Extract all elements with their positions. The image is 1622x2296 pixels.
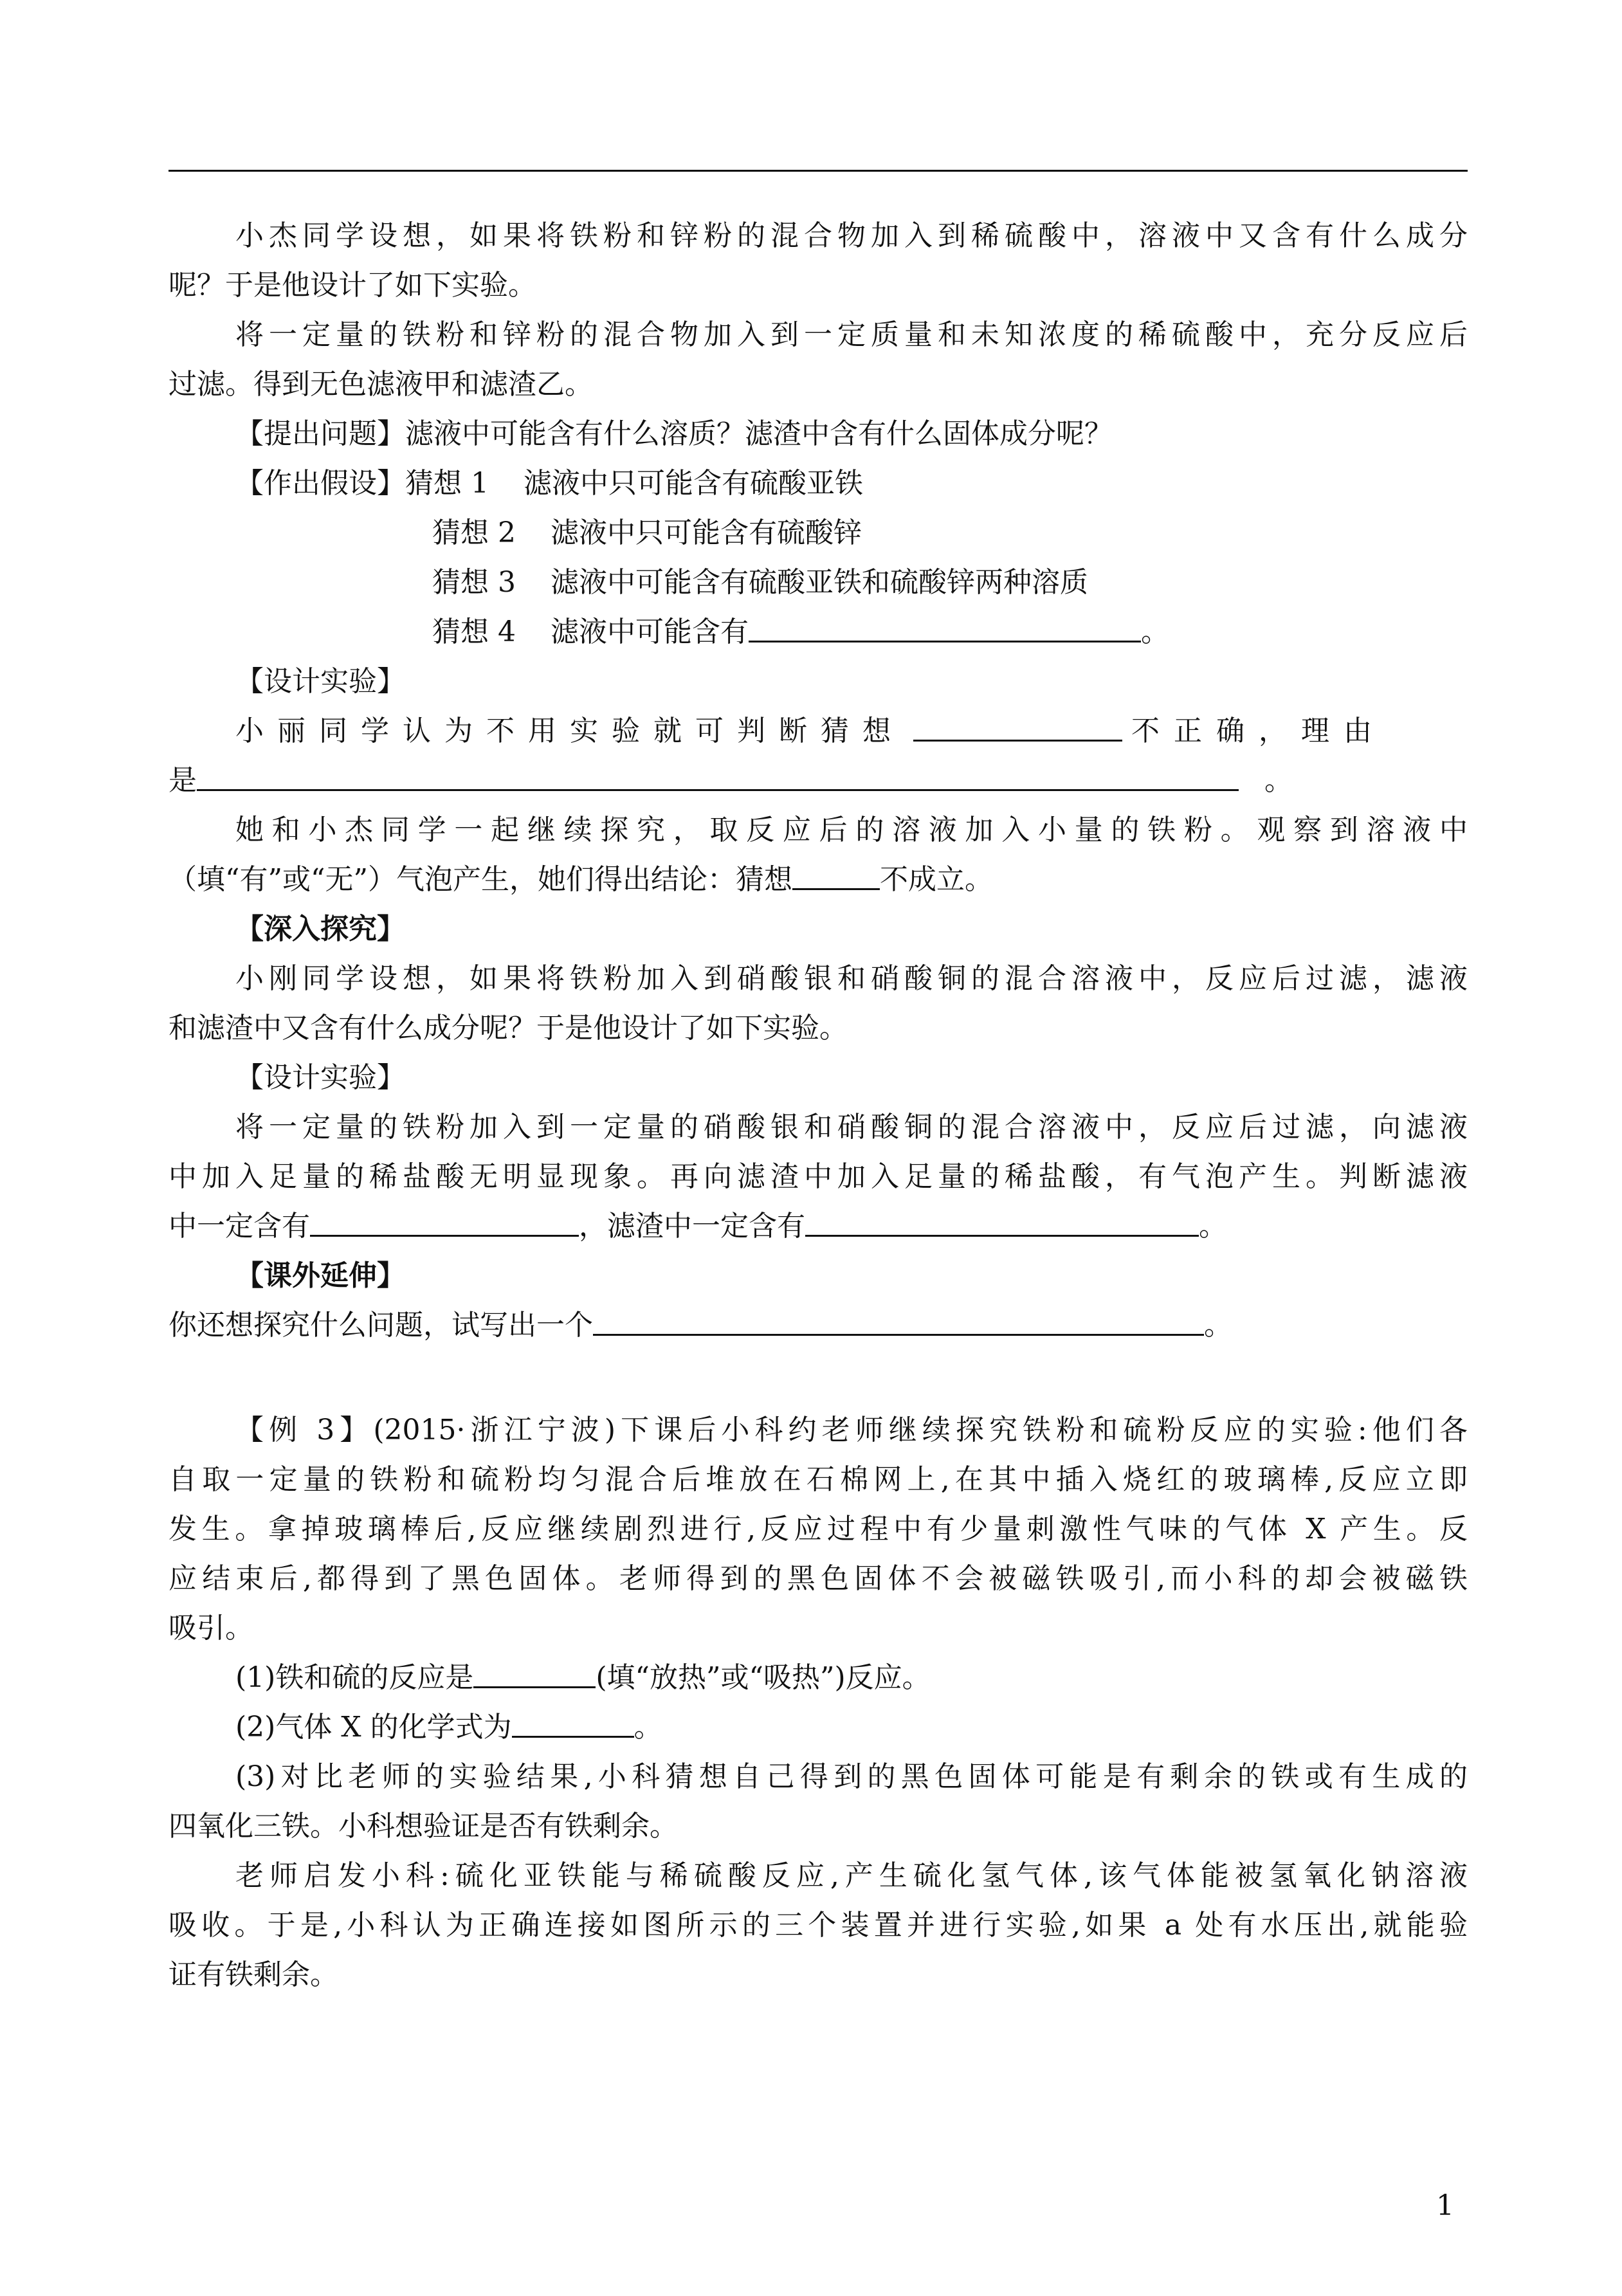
s1-intro-line1: 小杰同学设想，如果将铁粉和锌粉的混合物加入到稀硫酸中，溶液中又含有什么成分: [235, 219, 1468, 252]
period: 。: [1204, 1309, 1232, 1342]
period: 。: [1264, 764, 1293, 797]
ex3-line1: 【例 3】(2015·浙江宁波)下课后小科约老师继续探究铁粉和硫粉反应的实验:他们各: [235, 1414, 1468, 1446]
s1-continue-text: （填“有”或“无”）气泡产生，她们得出结论：猜想: [169, 863, 792, 896]
s2-design-heading: 【设计实验】: [235, 1061, 405, 1094]
s2-residue-text: ，滤渣中一定含有: [579, 1210, 805, 1243]
hypothesis-heading: 【作出假设】: [235, 467, 405, 500]
hypothesis4-answer-blank[interactable]: [749, 607, 1141, 642]
s1-procedure-line1: 将一定量的铁粉和锌粉的混合物加入到一定质量和未知浓度的稀硫酸中，充分反应后: [235, 318, 1468, 351]
ex3-q3-line2: 四氧化三铁。小科想验证是否有铁剩余。: [169, 1810, 678, 1843]
extension-heading: 【课外延伸】: [235, 1259, 405, 1292]
reason-label: 是: [169, 764, 197, 797]
ex3-q2-text-end: 。: [633, 1711, 662, 1744]
ex3-line4: 应结束后,都得到了黑色固体。老师得到的黑色固体不会被磁铁吸引,而小科的却会被磁铁: [169, 1562, 1468, 1595]
s2-design-line2: 中加入足量的稀盐酸无明显现象。再向滤渣中加入足量的稀盐酸，有气泡产生。判断滤液: [169, 1160, 1468, 1193]
s1-design-heading: 【设计实验】: [235, 665, 405, 698]
filtrate-blank[interactable]: [310, 1201, 579, 1237]
hypothesis-text: 滤液中只可能含有硫酸锌: [550, 516, 862, 549]
hypothesis-label: 猜想 3: [432, 566, 516, 599]
hypothesis-row-4: [169, 607, 1468, 657]
hypothesis-label: 猜想 4: [432, 615, 516, 648]
hypothesis-label: 猜想 2: [432, 516, 516, 549]
s1-continue-line2: [169, 855, 1468, 904]
ex3-line2: 自取一定量的铁粉和硫粉均匀混合后堆放在石棉网上,在其中插入烧红的玻璃棒,反应立即: [169, 1463, 1468, 1496]
ex3-line5: 吸引。: [169, 1612, 253, 1645]
ex3-hint-line3: 证有铁剩余。: [169, 1958, 338, 1991]
xiaoli-text-end: 不正确，理由: [1131, 715, 1386, 747]
extension-line: [169, 1300, 1468, 1350]
reason-line: [169, 756, 1468, 805]
period: 。: [1199, 1210, 1227, 1243]
page-content: [169, 211, 1468, 2000]
ex3-line3: 发生。拿掉玻璃棒后,反应继续剧烈进行,反应过程中有少量刺激性气味的气体 X 产生。反: [169, 1513, 1468, 1545]
s2-design-line3: [169, 1201, 1468, 1251]
s1-intro-line2: 呢？于是他设计了如下实验。: [169, 269, 536, 302]
hypothesis-row-2: [169, 508, 1468, 558]
hypothesis-text: 滤液中只可能含有硫酸亚铁: [523, 467, 863, 500]
s2-filtrate-text: 中一定含有: [169, 1210, 310, 1243]
period: 。: [1140, 615, 1169, 648]
ex3-q2: [169, 1702, 1468, 1752]
wrong-hypothesis-blank[interactable]: [913, 706, 1122, 742]
s2-heading: 【深入探究】: [235, 913, 405, 945]
failed-hypothesis-blank[interactable]: [792, 855, 880, 890]
s1-continue-line1: 她和小杰同学一起继续探究，取反应后的溶液加入小量的铁粉。观察到溶液中: [235, 814, 1468, 846]
s1-question: 【提出问题】滤液中可能含有什么溶质？滤渣中含有什么固体成分呢？: [235, 417, 1113, 450]
extension-blank[interactable]: [593, 1300, 1204, 1336]
s2-design-line1: 将一定量的铁粉加入到一定量的硝酸银和硝酸铜的混合溶液中，反应后过滤，向滤液: [235, 1111, 1468, 1143]
header-rule: [169, 170, 1468, 172]
xiaoli-text: 小丽同学认为不用实验就可判断猜想: [235, 715, 904, 747]
s1-procedure-line2: 过滤。得到无色滤液甲和滤渣乙。: [169, 368, 593, 401]
xiaoli-line: [169, 706, 1468, 756]
residue-blank[interactable]: [805, 1201, 1199, 1237]
ex3-q1-text-end: (填“放热”或“吸热”)反应。: [596, 1661, 931, 1694]
ex3-q1: [169, 1653, 1468, 1702]
s2-intro-line1: 小刚同学设想，如果将铁粉加入到硝酸银和硝酸铜的混合溶液中，反应后过滤，滤液: [235, 962, 1468, 995]
hypothesis-row-1: [169, 459, 1468, 508]
q2-blank[interactable]: [512, 1702, 634, 1738]
hypothesis-text: 滤液中可能含有: [550, 615, 749, 648]
ex3-q3-line1: (3)对比老师的实验结果,小科猜想自己得到的黑色固体可能是有剩余的铁或有生成的: [235, 1760, 1468, 1793]
extension-text: 你还想探究什么问题，试写出一个: [169, 1309, 593, 1342]
ex3-q1-text: (1)铁和硫的反应是: [235, 1661, 474, 1694]
hypothesis-text: 滤液中可能含有硫酸亚铁和硫酸锌两种溶质: [550, 566, 1088, 599]
s2-intro-line2: 和滤渣中又含有什么成分呢？于是他设计了如下实验。: [169, 1012, 848, 1044]
reason-blank[interactable]: [197, 756, 1239, 791]
q1-blank[interactable]: [473, 1653, 596, 1688]
page-number: 1: [1436, 2189, 1454, 2222]
ex3-q2-text: (2)气体 X 的化学式为: [235, 1711, 512, 1744]
ex3-hint-line1: 老师启发小科:硫化亚铁能与稀硫酸反应,产生硫化氢气体,该气体能被氢氧化钠溶液: [235, 1859, 1468, 1892]
hypothesis-row-3: [169, 558, 1468, 607]
ex3-hint-line2: 吸收。于是,小科认为正确连接如图所示的三个装置并进行实验,如果 a 处有水压出,就能验: [169, 1909, 1468, 1942]
hypothesis-label: 猜想 1: [405, 467, 489, 500]
s1-continue-text-end: 不成立。: [879, 863, 993, 896]
